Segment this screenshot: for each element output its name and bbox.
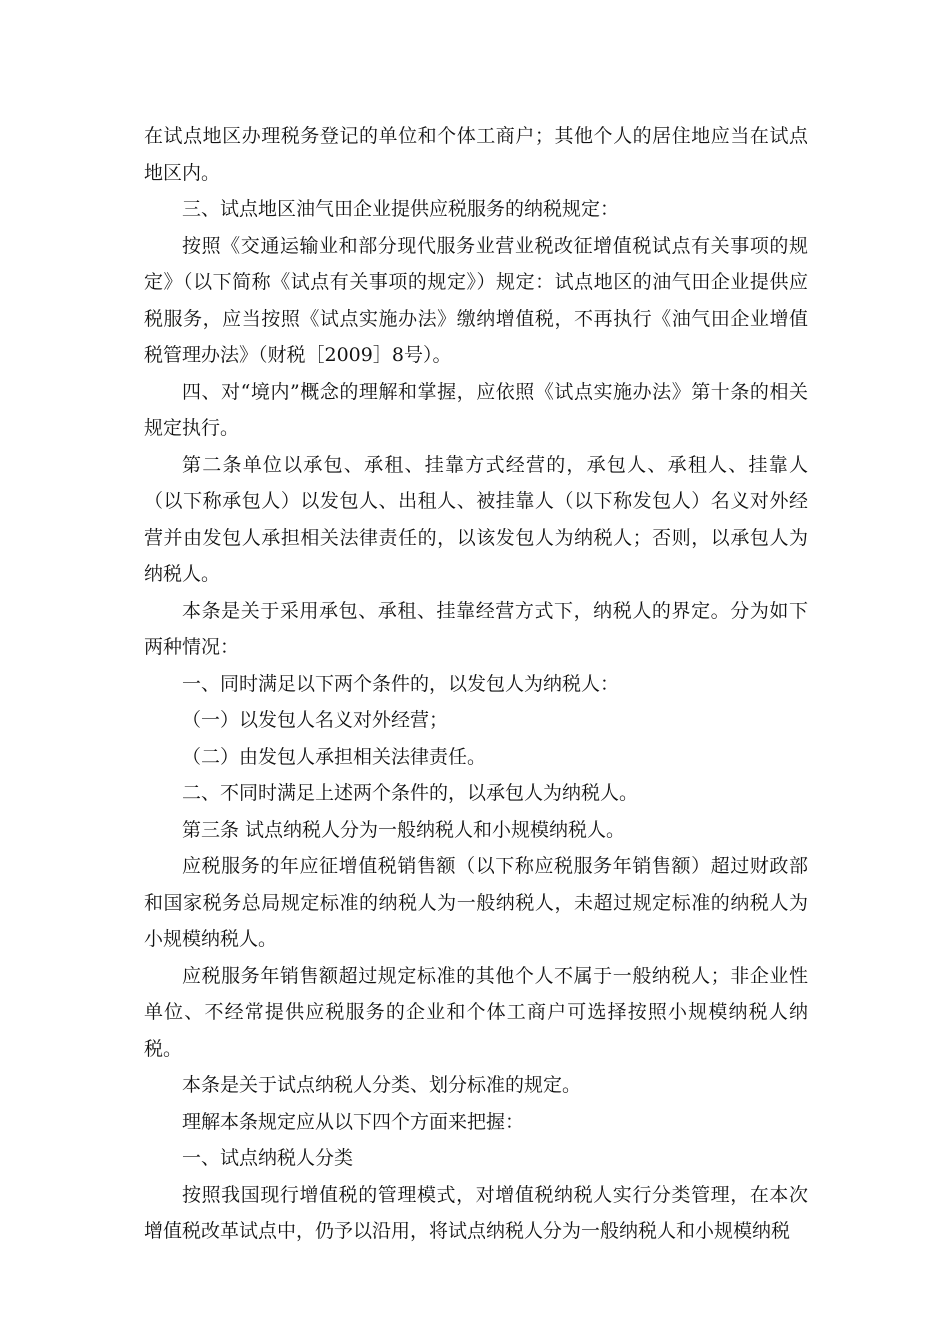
paragraph-3: 按照《交通运输业和部分现代服务业营业税改征增值税试点有关事项的规定》（以下简称《试点有关事项的规定》）规定：试点地区的油气田企业提供应税服务，应当按照《试点实施办法》缴纳增值税，不再执行《油气田企业增值税管理办法》（财税［2009］8号）。 bbox=[144, 234, 808, 366]
paragraph-13: 应税服务年销售额超过规定标准的其他个人不属于一般纳税人；非企业性单位、不经常提供应税服务的企业和个体工商户可选择按照小规模纳税人纳税。 bbox=[144, 964, 808, 1060]
paragraph-12: 应税服务的年应征增值税销售额（以下称应税服务年销售额）超过财政部和国家税务总局规定标准的纳税人为一般纳税人，未超过规定标准的纳税人为小规模纳税人。 bbox=[144, 855, 808, 950]
paragraph-10: 二、不同时满足上述两个条件的，以承包人为纳税人。 bbox=[182, 782, 639, 804]
paragraph-4: 四、对“境内”概念的理解和掌握，应依照《试点实施办法》第十条的相关规定执行。 bbox=[144, 380, 808, 439]
paragraph-8: （一）以发包人名义对外经营； bbox=[182, 709, 449, 731]
paragraph-17: 按照我国现行增值税的管理模式，对增值税纳税人实行分类管理，在本次增值税改革试点中，仍予以沿用，将试点纳税人分为一般纳税人和小规模纳税 bbox=[144, 1183, 808, 1242]
document-body bbox=[144, 118, 808, 1250]
paragraph-5: 第二条单位以承包、承租、挂靠方式经营的，承包人、承租人、挂靠人（以下称承包人）以发包人、出租人、被挂靠人（以下称发包人）名义对外经营并由发包人承担相关法律责任的，以该发包人为纳税人；否则，以承包人为纳税人。 bbox=[144, 453, 808, 585]
paragraph-11: 第三条 试点纳税人分为一般纳税人和小规模纳税人。 bbox=[182, 818, 626, 841]
paragraph-7: 一、同时满足以下两个条件的，以发包人为纳税人： bbox=[182, 672, 620, 695]
paragraph-14: 本条是关于试点纳税人分类、划分标准的规定。 bbox=[182, 1074, 582, 1096]
paragraph-1: 在试点地区办理税务登记的单位和个体工商户；其他个人的居住地应当在试点地区内。 bbox=[144, 125, 808, 184]
paragraph-6: 本条是关于采用承包、承租、挂靠经营方式下，纳税人的界定。分为如下两种情况： bbox=[144, 599, 808, 658]
paragraph-9: （二）由发包人承担相关法律责任。 bbox=[182, 745, 487, 768]
paragraph-16: 一、试点纳税人分类 bbox=[182, 1147, 354, 1169]
paragraph-15: 理解本条规定应从以下四个方面来把握： bbox=[182, 1110, 525, 1133]
paragraph-2: 三、试点地区油气田企业提供应税服务的纳税规定： bbox=[182, 198, 620, 220]
